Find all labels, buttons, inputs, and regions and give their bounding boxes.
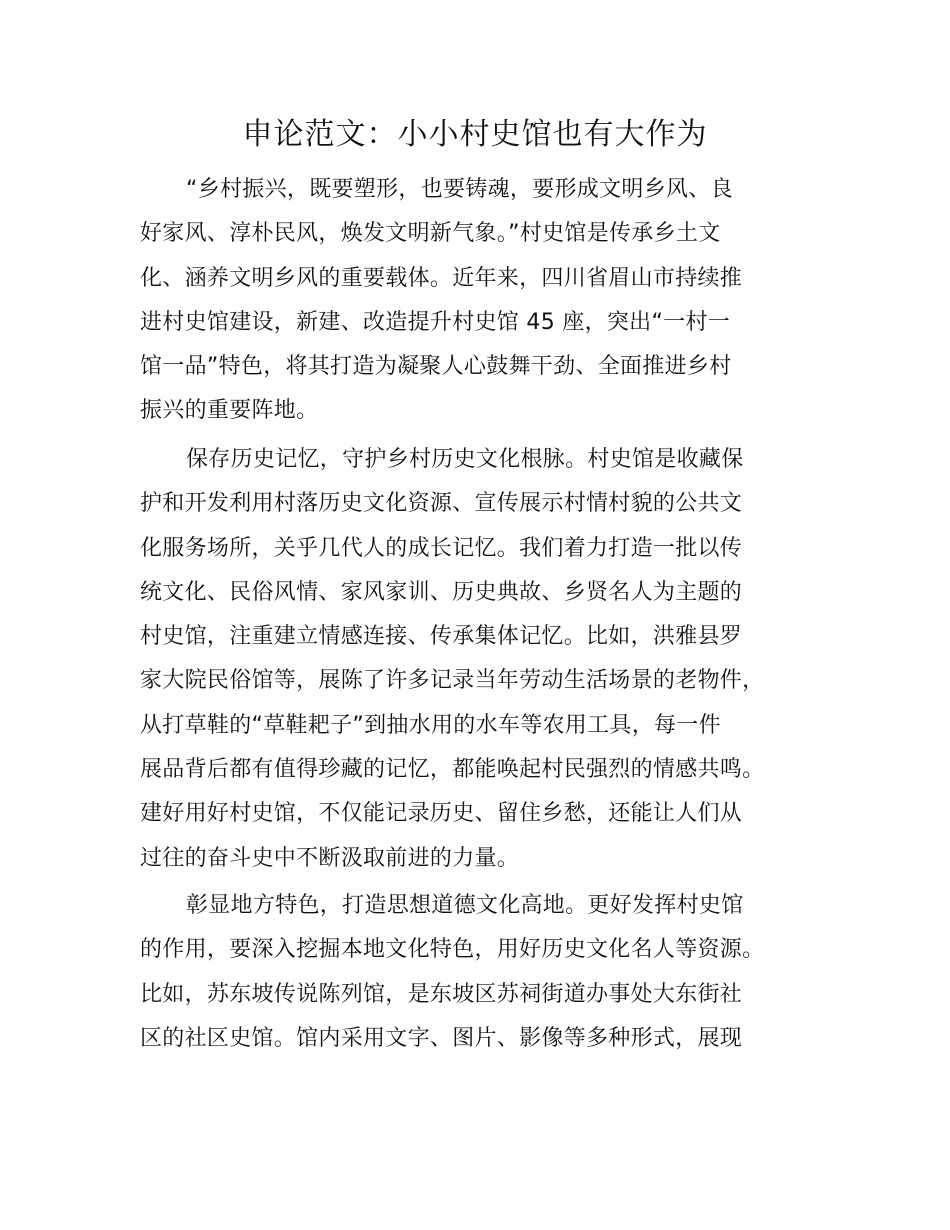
text-line: 展品背后都有值得珍藏的记忆，都能唤起村民强烈的情感共鸣。 [140, 757, 765, 783]
text-line: 村史馆，注重建立情感连接、传承集体记忆。比如，洪雅县罗 [140, 624, 743, 650]
text-line: 化服务场所，关乎几代人的成长记忆。我们着力打造一批以传 [140, 535, 743, 561]
text-line: 从打草鞋的“草鞋耙子”到抽水用的水车等农用工具，每一件 [140, 712, 721, 738]
text-line: 统文化、民俗风情、家风家训、历史典故、乡贤名人为主题的 [140, 579, 743, 605]
paragraph-intro [140, 168, 840, 434]
text-line: 保存历史记忆，守护乡村历史文化根脉。村史馆是收藏保 [186, 447, 744, 472]
paragraph-local-features [140, 884, 840, 1061]
text-line: 建好用好村史馆，不仅能记录历史、留住乡愁，还能让人们从 [140, 801, 743, 827]
paragraph-preserve-history [140, 438, 840, 881]
text-line: 化、涵养文明乡风的重要载体。近年来，四川省眉山市持续推 [140, 265, 743, 291]
text-line: 馆一品”特色，将其打造为凝聚人心鼓舞干劲、全面推进乡村 [140, 354, 732, 380]
text-line: 家大院民俗馆等，展陈了许多记录当年劳动生活场景的老物件， [140, 668, 765, 694]
text-line: 彰显地方特色，打造思想道德文化高地。更好发挥村史馆 [186, 893, 744, 918]
text-line: 振兴的重要阵地。 [140, 398, 319, 424]
text-line: 的作用，要深入挖掘本地文化特色，用好历史文化名人等资源。 [140, 937, 765, 963]
text-line: 好家风、淳朴民风，焕发文明新气象。”村史馆是传承乡土文 [140, 221, 721, 247]
document-title: 申论范文：小小村史馆也有大作为 [242, 117, 708, 152]
text-line: 护和开发利用村落历史文化资源、宣传展示村情村貌的公共文 [140, 491, 743, 517]
text-line: 区的社区史馆。馆内采用文字、图片、影像等多种形式，展现 [140, 1025, 743, 1051]
text-line: 进村史馆建设，新建、改造提升村史馆 45 座，突出“一村一 [140, 309, 731, 335]
text-line: 比如，苏东坡传说陈列馆，是东坡区苏祠街道办事处大东街社 [140, 981, 743, 1007]
text-line: “乡村振兴，既要塑形，也要铸魂，要形成文明乡风、良 [186, 177, 733, 202]
text-line: 过往的奋斗史中不断汲取前进的力量。 [140, 845, 520, 871]
